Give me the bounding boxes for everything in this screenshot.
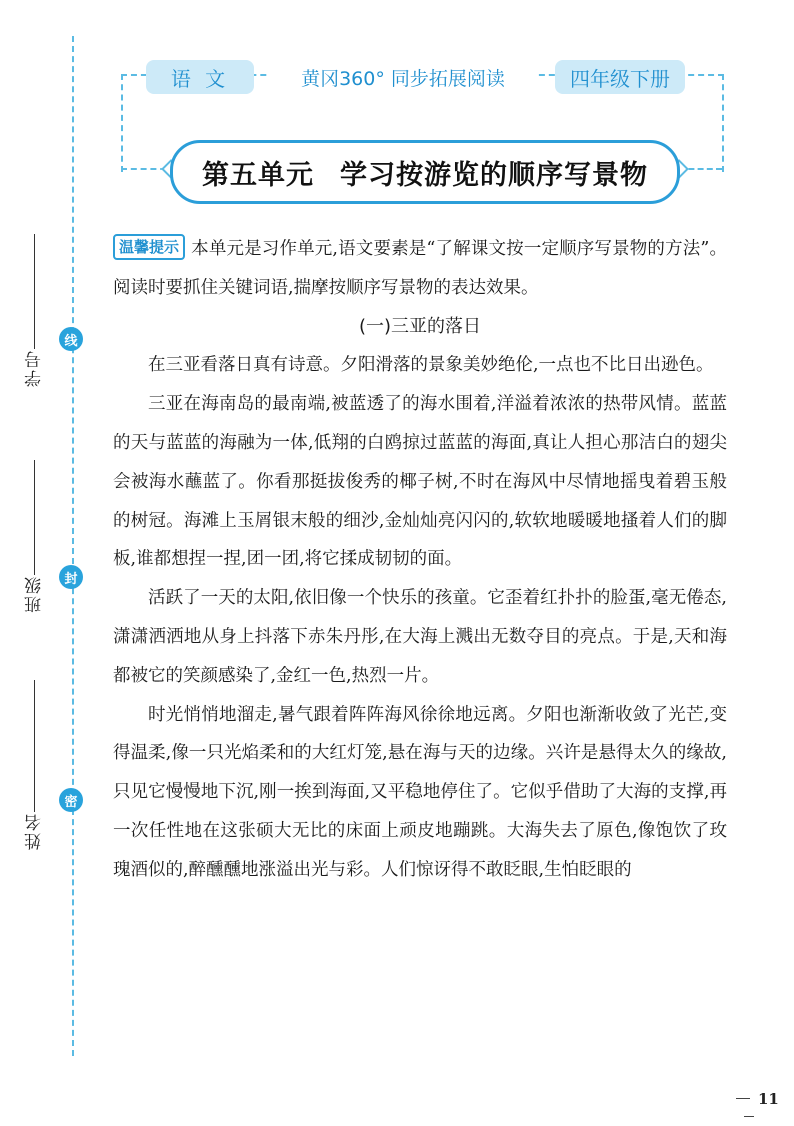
- story-title: (一)三亚的落日: [358, 315, 482, 337]
- seal-secret-mark: 密: [59, 788, 83, 812]
- seal-seal-mark: 封: [59, 565, 83, 589]
- unit-number: 第五单元: [202, 159, 314, 191]
- binding-line: [72, 36, 74, 1056]
- page-content: [113, 230, 727, 890]
- name-field[interactable]: [22, 680, 46, 850]
- class-blank[interactable]: [34, 460, 35, 575]
- class-field[interactable]: [22, 460, 46, 613]
- story-paragraph: 三亚在海南岛的最南端,被蓝透了的海水围着,洋溢着浓浓的热带风情。蓝蓝的天与蓝蓝的海融为一体,低翔的白鸥掠过蓝蓝的海面,真让人担心那洁白的翅尖会被海水蘸蓝了。你看那挺拔俊秀的椰子树,不时在海风中尽情地摇曳着碧玉般的树冠。海滩上玉屑银末般的细沙,金灿灿亮闪闪的,软软地暖暖地搔着人们的脚板,谁都想捏一捏,团一团,将它揉成韧韧的面。: [113, 394, 727, 570]
- name-label: 姓名: [24, 812, 45, 850]
- grade-badge: 四年级下册: [555, 60, 685, 94]
- student-id-blank[interactable]: [34, 234, 35, 349]
- series-title: 黄冈360° 同步拓展阅读: [268, 60, 538, 94]
- seal-line-mark: 线: [59, 327, 83, 351]
- name-blank[interactable]: [34, 680, 35, 812]
- tip-badge: 温馨提示: [113, 234, 185, 260]
- unit-title: [170, 140, 680, 204]
- class-label: 班级: [24, 575, 45, 613]
- tip-paragraph: [113, 230, 727, 308]
- story-paragraph: 活跃了一天的太阳,依旧像一个快乐的孩童。它歪着红扑扑的脸蛋,毫无倦态,潇潇洒洒地从身上抖落下赤朱丹彤,在大海上溅出无数夺目的亮点。于是,天和海都被它的笑颜感染了,金红一色,热烈一片。: [113, 588, 727, 686]
- subject-badge: 语 文: [146, 60, 254, 94]
- student-id-label: 学号: [24, 349, 45, 387]
- unit-theme: 学习按游览的顺序写景物: [340, 159, 648, 191]
- student-id-field[interactable]: [22, 234, 46, 387]
- story-paragraph: 在三亚看落日真有诗意。夕阳滑落的景象美妙绝伦,一点也不比日出逊色。: [148, 355, 714, 376]
- page-number-value: 11: [758, 1090, 779, 1108]
- story-paragraph: 时光悄悄地溜走,暑气跟着阵阵海风徐徐地远离。夕阳也渐渐收敛了光芒,变得温柔,像一只光焰柔和的大红灯笼,悬在海与天的边缘。兴许是悬得太久的缘故,只见它慢慢地下沉,刚一挨到海面,又平稳地停住了。它似乎借助了大海的支撑,再一次任性地在这张硕大无比的床面上顽皮地蹦跳。大海失去了原色,像饱饮了玫瑰酒似的,醉醺醺地涨溢出光与彩。人们惊讶得不敢眨眼,生怕眨眼的: [113, 704, 727, 880]
- tip-text: 本单元是习作单元,语文要素是“了解课文按一定顺序写景物的方法”。阅读时要抓住关键词语,揣摩按顺序写景物的表达效果。: [113, 239, 727, 298]
- page-number: [736, 1090, 794, 1126]
